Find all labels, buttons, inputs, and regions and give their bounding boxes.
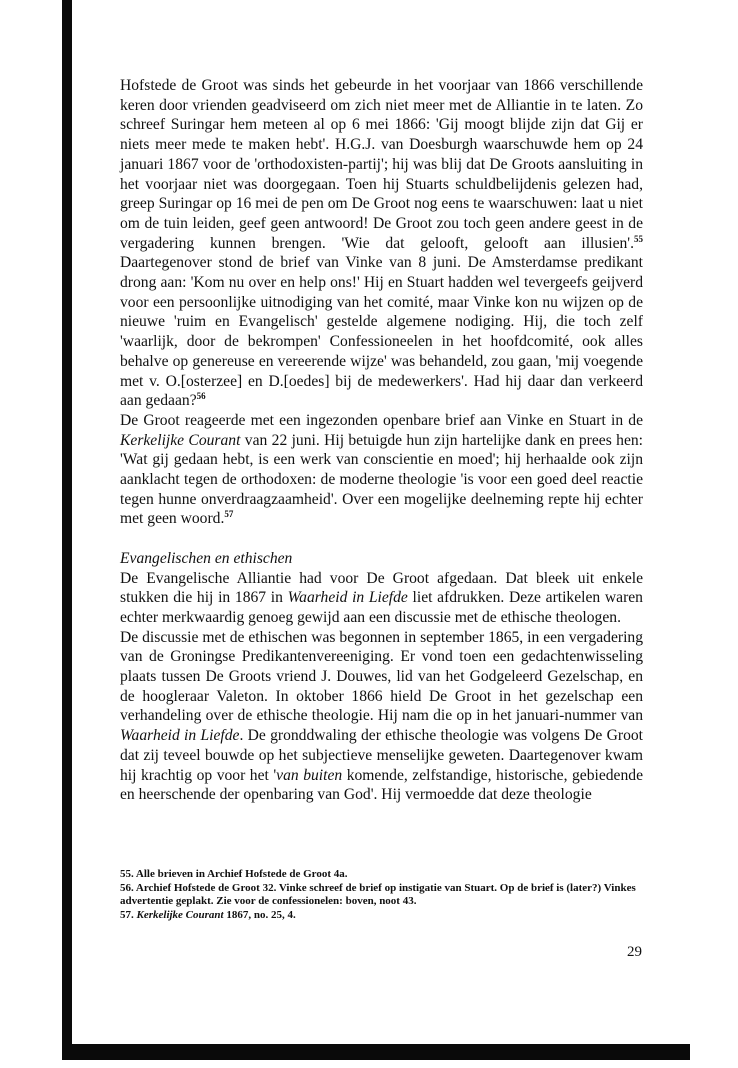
scan-border-left <box>62 0 72 1060</box>
paragraph-2 <box>120 411 643 529</box>
footnote-ref: 55 <box>634 233 643 244</box>
text-run: liet afdrukken. Deze artikelen waren echter merkwaardig genoeg gewijd aan een discussie met de ethische theologen. <box>120 589 643 626</box>
text-run: Hofstede de Groot was sinds het gebeurde in het voorjaar van 1866 verschillende keren door vrienden geadviseerd om zich niet meer met de Alliantie in te laten. Zo schreef Suringar hem meteen al op 6 mei 1866: 'Gij moogt blijde zijn dat Gij er niets meer mede te maken hebt'. H.G.J. van Doesburgh waarschuwde hem op 24 januari 1867 voor de 'orthodoxisten-partij'; hij was blij dat De Groots aansluiting in het voorjaar niet was doorgegaan. Toen hij Stuarts schuldbelijdenis gelezen had, greep Suringar op 16 mei de pen om De Groot nog eens te waarschuwen: laat u niet om de tuin leiden, geef geen antwoord! De Groot zou toch geen andere geest in de vergadering kunnen brengen. 'Wie dat gelooft, gelooft aan illusien'. <box>120 77 643 252</box>
footnote-55 <box>120 868 643 882</box>
section-heading: Evangelischen en ethischen <box>120 549 293 567</box>
footnote-57 <box>120 909 643 923</box>
text-run: . De gronddwaling der ethische theologie was volgens De Groot dat zij teveel bouwde op het subjectieve menselijke geweten. Daartegenover kwam hij krachtig op voor het ' <box>120 727 643 784</box>
italic-run: van buiten <box>276 766 343 784</box>
footnote-56 <box>120 882 643 909</box>
scan-border-bottom <box>62 1044 690 1060</box>
paragraph-4 <box>120 628 643 805</box>
text-run: 56. Archief Hofstede de Groot 32. Vinke schreef de brief op instigatie van Stuart. Op de brief is (later?) Vinkes advertentie geplakt. Zie voor de confessionelen: boven, noot 43. <box>120 881 636 907</box>
text-run: De Evangelische Alliantie had voor De Groot afgedaan. Dat bleek uit enkele stukken die hij in 1867 in <box>120 569 643 607</box>
text-run: komende, zelfstandige, historische, gebiedende en heerschende der openbaring van God'. Hij vermoedde dat deze theologie <box>120 766 643 804</box>
text-run: De Groot reageerde met een ingezonden openbare brief aan Vinke en Stuart in de <box>120 411 643 429</box>
footnote-ref: 56 <box>196 391 206 402</box>
footnotes <box>120 868 643 922</box>
text-run: De discussie met de ethischen was begonnen in september 1865, in een vergadering van de Groningse Predikantenvereeniging. Er vond toen een gedachtenwisseling plaats tussen De Groots vriend J. Douwes, lid van het Godgeleerd Gezelschap, en de hoogleraar Valeton. In oktober 1866 hield De Groot in het gezelschap een verhandeling over de ethische theologie. Hij nam die op in het januari-nummer van <box>120 628 643 725</box>
footnote-ref: 57 <box>224 509 234 520</box>
text-run: van 22 juni. Hij betuigde hun zijn hartelijke dank en prees hen: 'Wat gij gedaan hebt, is een werk van conscientie en moed'; hij herhaalde ook zijn aanklacht tegen de orthodoxen: de moderne theologie 'is voor een goed deel reactie tegen hunne onverdraagzaamheid'. Over een mogelijke deelneming repte hij echter met geen woord. <box>120 431 643 528</box>
main-text <box>120 76 643 805</box>
page-number: 29 <box>627 944 642 960</box>
italic-run: Kerkelijke Courant <box>136 908 224 921</box>
paragraph-1 <box>120 76 643 411</box>
paragraph-3 <box>120 569 643 628</box>
text-run: Daartegenover stond de brief van Vinke van 8 juni. De Amsterdamse predikant drong aan: 'Kom nu over en help ons!' Hij en Stuart hadden wel tevergeefs geijverd voor een persoonlijke uitnodiging van het comité, maar Vinke kon nu wijzen op de nieuwe 'ruim en Evangelisch' gestelde algemene nodiging. Hij, die toch zelf 'waarlijk, door de bekrompen' Confessioneelen in het hoofdcomité, ook alles behalve op genereuse en vereerende wijze' was behandeld, zou gaan, 'mij voegende met v. O.[osterzee] en D.[oedes] bij de medewerkers'. Had hij daar dan verkeerd aan gedaan? <box>120 254 643 410</box>
italic-run: Kerkelijke Courant <box>120 431 241 449</box>
text-run: 55. Alle brieven in Archief Hofstede de Groot 4a. <box>120 868 348 880</box>
italic-run: Waarheid in Liefde <box>120 727 240 745</box>
text-run: 1867, no. 25, 4. <box>223 908 296 921</box>
italic-run: Waarheid in Liefde <box>287 589 408 607</box>
text-run: 57. <box>120 908 137 921</box>
